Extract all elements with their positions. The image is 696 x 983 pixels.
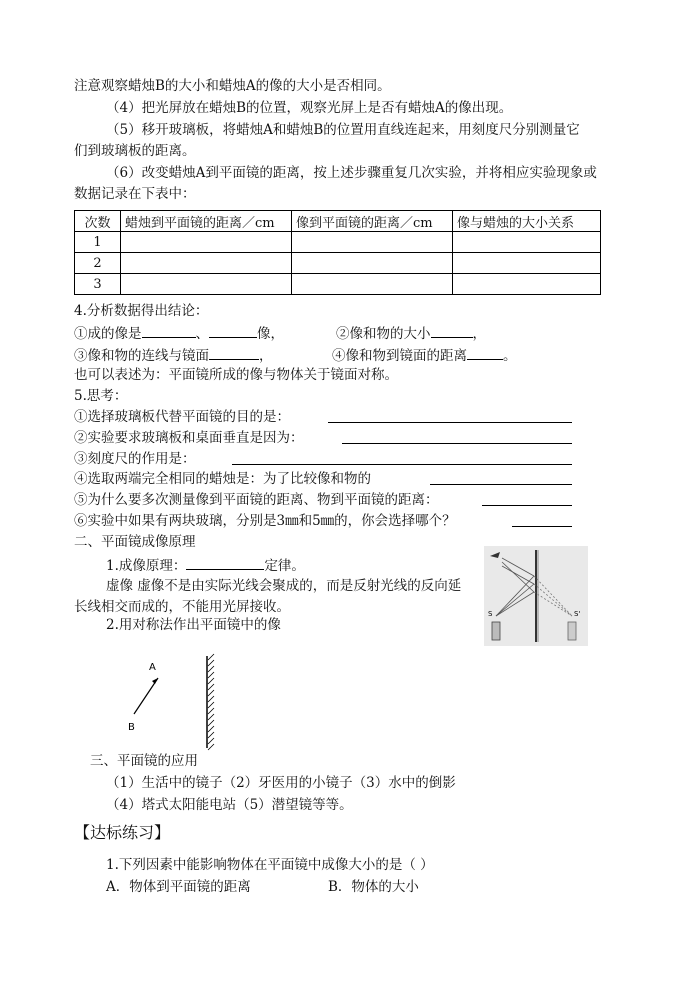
answer-line[interactable] [232,450,572,465]
conclusion-line-1 [74,323,284,343]
application-list-1: （1）生活中的镜子（2）牙医用的小镜子（3）水中的倒影 [106,775,456,791]
option-a[interactable]: A．物体到平面镜的距离 [106,879,251,895]
label-s-prime: S' [574,610,581,618]
practice-title: 【达标练习】 [74,823,171,842]
question-5 [74,491,439,509]
conclusion-line-2 [336,323,486,343]
principle-title: 二、平面镜成像原理 [74,534,196,550]
step-5: （5）移开玻璃板，将蜡烛A和蜡烛B的位置用直线连起来，用刻度尺分别测量它 [106,122,580,138]
table-row [75,232,601,253]
blank-field[interactable] [142,323,196,338]
mirror-hatching [208,654,214,750]
table-row [75,253,601,274]
virtual-image-cont: 长线相交而成的，不能用光屏接收。 [74,599,290,615]
symmetry-summary: 也可以表述为：平面镜所成的像与物体关于镜面对称。 [74,367,398,383]
label-a: A [149,662,156,673]
symmetry-exercise[interactable] [120,652,220,756]
table-cell[interactable] [453,232,601,253]
header-count: 次数 [75,211,121,232]
record-table [74,210,601,295]
table-row [75,274,601,295]
thinking-title: 5.思考： [74,388,128,404]
answer-line[interactable] [342,429,572,444]
practice-question-1: 1.下列因素中能影响物体在平面镜中成像大小的是（ ） [106,857,434,873]
principle-1-label: 1.成像原理： [106,558,187,574]
conclusion-3-end: ， [259,348,273,364]
row-number: 2 [75,253,121,274]
conclusion-1-label: ①成的像是 [74,326,142,342]
question-6-text: ⑥实验中如果有两块玻璃，分别是3㎜和5㎜的，你会选择哪个？ [74,513,456,529]
table-header-row [75,211,601,232]
answer-line[interactable] [512,512,572,527]
arrow-head-icon [152,678,158,684]
question-6 [74,512,456,530]
conclusion-2-end: ， [472,326,486,342]
conclusion-line-3 [74,345,273,365]
candle-image-icon [568,622,576,640]
question-1-text: ①选择玻璃板代替平面镜的目的是： [74,409,290,425]
blank-field[interactable] [209,323,257,338]
table-cell[interactable] [292,253,453,274]
question-4-text: ④选取两端完全相同的蜡烛是：为了比较像和物的 [74,471,371,487]
conclusion-4-end: 。 [503,348,517,364]
table-cell[interactable] [121,274,292,295]
blank-field[interactable] [431,323,473,338]
question-1 [74,408,290,426]
table-cell[interactable] [453,274,601,295]
step-6: （6）改变蜡烛A到平面镜的距离，按上述步骤重复几次实验，并将相应实验现象或 [106,165,597,181]
reflection-figure [484,546,588,646]
step-4: （4）把光屏放在蜡烛B的位置，观察光屏上是否有蜡烛A的像出现。 [106,100,513,116]
table-cell[interactable] [292,274,453,295]
conclusion-3-label: ③像和物的连线与镜面 [74,348,209,364]
table-cell[interactable] [453,253,601,274]
question-4 [74,470,371,488]
candle-icon [492,622,500,640]
conclusion-title: 4.分析数据得出结论： [74,303,209,319]
step-6-cont: 数据记录在下表中： [74,186,196,202]
conclusion-4-label: ④像和物到镜面的距离 [332,348,467,364]
question-5-text: ⑤为什么要多次测量像到平面镜的距离、物到平面镜的距离： [74,492,439,508]
separator: 、 [195,326,209,342]
principle-2: 2.用对称法作出平面镜中的像 [106,617,281,633]
answer-line[interactable] [482,491,572,506]
option-b[interactable]: B．物体的大小 [328,879,419,895]
conclusion-1-end: 像， [257,326,284,342]
blank-field[interactable] [209,345,259,360]
row-number: 1 [75,232,121,253]
step-5-cont: 们到玻璃板的距离。 [74,143,196,159]
application-list-2: （4）塔式太阳能电站（5）潜望镜等等。 [106,797,353,813]
label-b: B [128,722,135,733]
answer-line[interactable] [328,408,572,423]
table-cell[interactable] [292,232,453,253]
intro-line: 注意观察蜡烛B的大小和蜡烛A的像的大小是否相同。 [74,78,391,94]
question-2-text: ②实验要求玻璃板和桌面垂直是因为： [74,430,304,446]
blank-field[interactable] [467,345,503,360]
conclusion-line-4 [332,345,517,365]
arrow-ab [134,678,158,714]
label-s: S [488,610,493,618]
principle-1-end: 定律。 [264,558,305,574]
question-3 [74,450,196,468]
principle-1 [106,555,305,575]
header-size-relation: 像与蜡烛的大小关系 [453,211,601,232]
table-cell[interactable] [121,253,292,274]
header-image-distance: 像到平面镜的距离／cm [292,211,453,232]
blank-field[interactable] [186,555,264,570]
application-title: 三、平面镜的应用 [90,753,198,769]
row-number: 3 [75,274,121,295]
virtual-image-line: 虚像 虚像不是由实际光线会聚成的，而是反射光线的反向延 [106,578,462,594]
header-candle-distance: 蜡烛到平面镜的距离／cm [121,211,292,232]
table-cell[interactable] [121,232,292,253]
question-2 [74,429,304,447]
question-3-text: ③刻度尺的作用是： [74,451,196,467]
answer-line[interactable] [430,470,572,485]
conclusion-2-label: ②像和物的大小 [336,326,431,342]
